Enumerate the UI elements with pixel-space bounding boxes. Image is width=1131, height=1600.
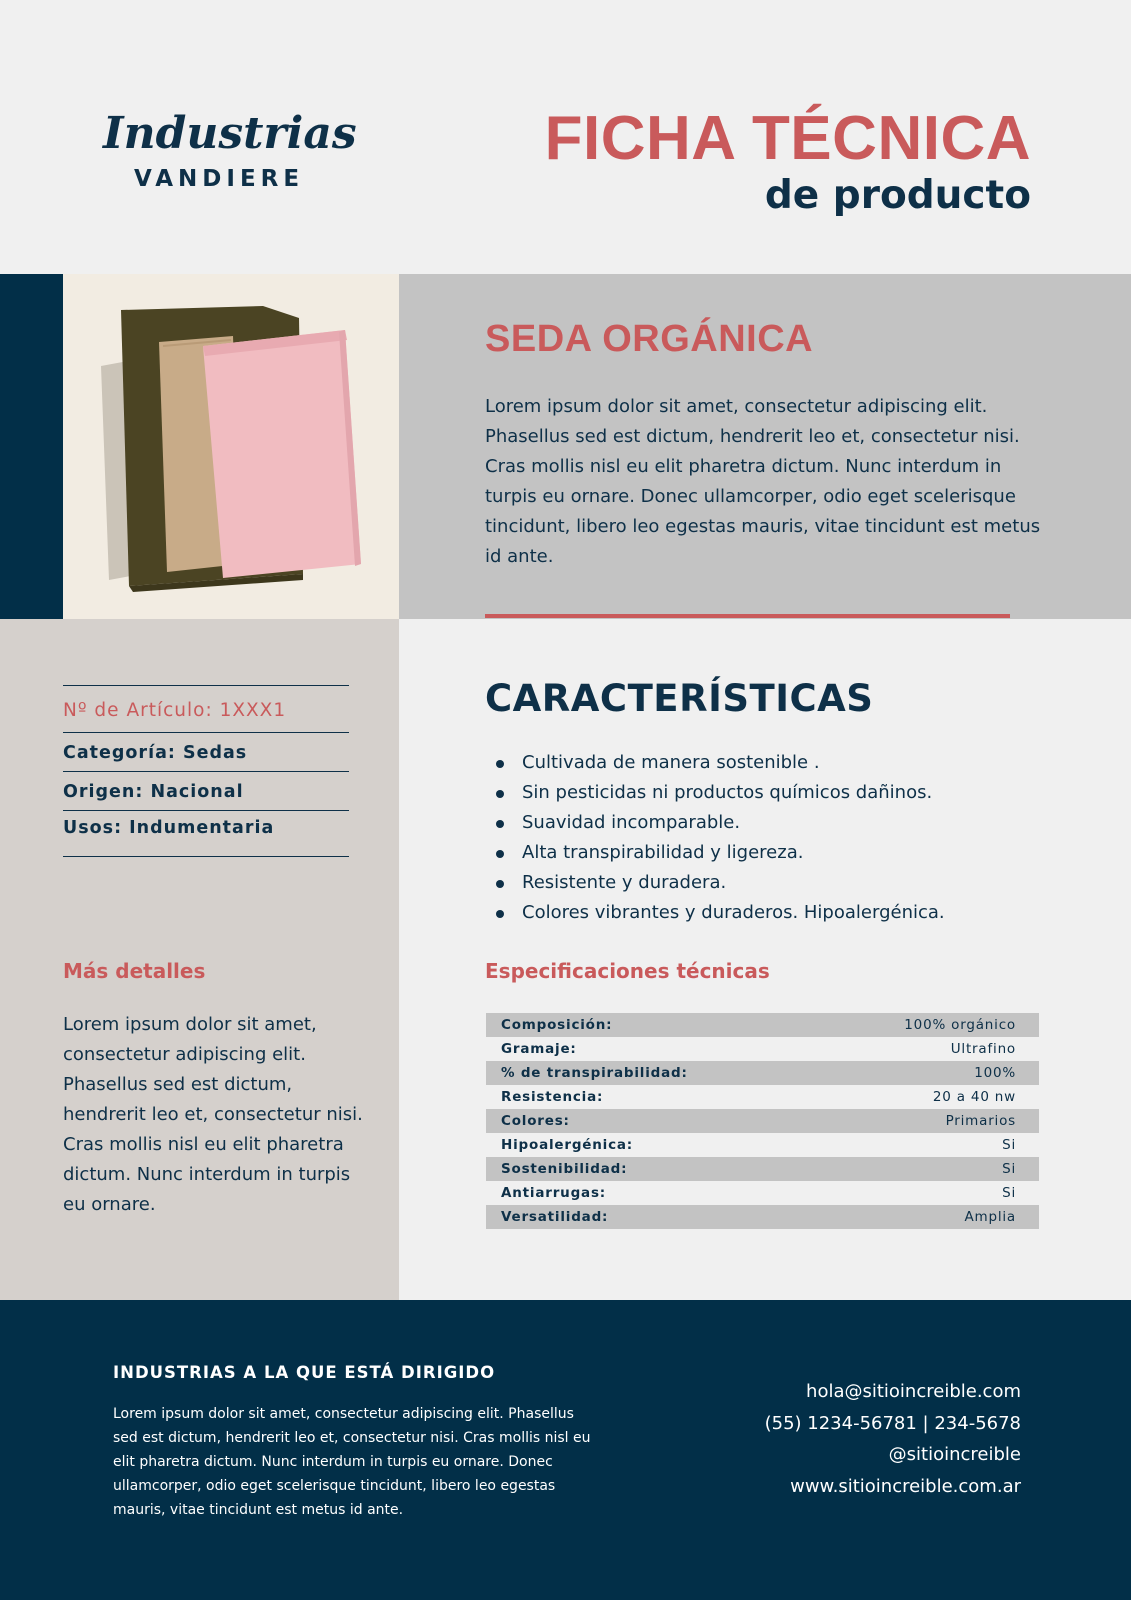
spec-value: Si [1002, 1185, 1016, 1201]
spec-value: Primarios [945, 1113, 1016, 1129]
logo-subtitle: VANDIERE [134, 166, 305, 192]
table-row [486, 1037, 1039, 1061]
contact-info [765, 1376, 1021, 1502]
table-row [486, 1085, 1039, 1109]
product-info-list [63, 685, 349, 857]
spec-key: Resistencia: [501, 1089, 604, 1105]
table-row [486, 1205, 1039, 1229]
spec-value: Amplia [964, 1209, 1016, 1225]
uses: Usos: Indumentaria [63, 810, 349, 857]
table-row [486, 1109, 1039, 1133]
navy-accent-strip [0, 274, 63, 619]
table-row [486, 1061, 1039, 1085]
spec-value: Si [1002, 1137, 1016, 1153]
list-item: Cultivada de manera sostenible . [485, 748, 1045, 778]
article-number: Nº de Artículo: 1XXX1 [63, 685, 349, 732]
features-list [485, 748, 1045, 928]
spec-value: 100% [974, 1065, 1016, 1081]
footer-text: Lorem ipsum dolor sit amet, consectetur adipiscing elit. Phasellus sed est dictum, hendrerit leo et, consectetur nisi. Cras mollis nisl eu elit pharetra dictum. Nunc interdum in turpis eu ornare. Donec ullamcorper, odio eget scelerisque tincidunt, libero leo egestas mauris, vitae tincidunt est metus id ante. [113, 1406, 591, 1518]
spec-key: Hipoalergénica: [501, 1137, 633, 1153]
contact-email[interactable]: hola@sitioincreible.com [806, 1381, 1021, 1402]
spec-value: Ultrafino [950, 1041, 1016, 1057]
list-item: Colores vibrantes y duraderos. Hipoalergénica. [485, 898, 1045, 928]
spec-value: 100% orgánico [904, 1017, 1016, 1033]
list-item: Sin pesticidas ni productos químicos dañinos. [485, 778, 1045, 808]
details-text: Lorem ipsum dolor sit amet, consectetur adipiscing elit. Phasellus sed est dictum, hendrerit leo et, consectetur nisi. Cras mollis nisl eu elit pharetra dictum. Nunc interdum in turpis eu ornare. [63, 1014, 363, 1215]
product-photo [63, 274, 399, 619]
table-row [486, 1181, 1039, 1205]
logo-script: Industrias [103, 108, 357, 159]
features-heading: CARACTERÍSTICAS [485, 677, 874, 720]
page-title: FICHA TÉCNICA [544, 104, 1031, 173]
specs-heading: Especificaciones técnicas [485, 959, 770, 983]
spec-key: Versatilidad: [501, 1209, 609, 1225]
table-row [486, 1133, 1039, 1157]
contact-website[interactable]: www.sitioincreible.com.ar [790, 1475, 1021, 1497]
table-row [486, 1013, 1039, 1037]
divider-line [485, 614, 1010, 618]
fabric-swatches-image [63, 274, 399, 619]
contact-social[interactable]: @sitioincreible [888, 1444, 1021, 1465]
product-name: SEDA ORGÁNICA [485, 318, 814, 360]
list-item: Alta transpirabilidad y ligereza. [485, 838, 1045, 868]
spec-value: 20 a 40 nw [932, 1089, 1016, 1105]
page-subtitle: de producto [764, 173, 1031, 218]
spec-key: % de transpirabilidad: [501, 1065, 688, 1081]
footer-heading: INDUSTRIAS A LA QUE ESTÁ DIRIGIDO [113, 1363, 496, 1382]
spec-key: Sostenibilidad: [501, 1161, 628, 1177]
spec-key: Colores: [501, 1113, 570, 1129]
list-item: Resistente y duradera. [485, 868, 1045, 898]
spec-value: Si [1002, 1161, 1016, 1177]
table-row [486, 1157, 1039, 1181]
spec-key: Gramaje: [501, 1041, 577, 1057]
spec-key: Composición: [501, 1017, 613, 1033]
details-heading: Más detalles [63, 959, 206, 983]
contact-phone[interactable]: (55) 1234-56781 | 234-5678 [764, 1412, 1021, 1434]
list-item: Suavidad incomparable. [485, 808, 1045, 838]
product-description: Lorem ipsum dolor sit amet, consectetur adipiscing elit. Phasellus sed est dictum, hendrerit leo et, consectetur nisi. Cras mollis nisl eu elit pharetra dictum. Nunc interdum in turpis eu ornare. Donec ullamcorper, odio eget scelerisque tincidunt, libero leo egestas mauris, vitae tincidunt est metus id ante. [485, 396, 1041, 567]
spec-key: Antiarrugas: [501, 1185, 606, 1201]
category: Categoría: Sedas [63, 732, 349, 771]
origin: Origen: Nacional [63, 771, 349, 810]
specs-table [486, 1013, 1039, 1229]
